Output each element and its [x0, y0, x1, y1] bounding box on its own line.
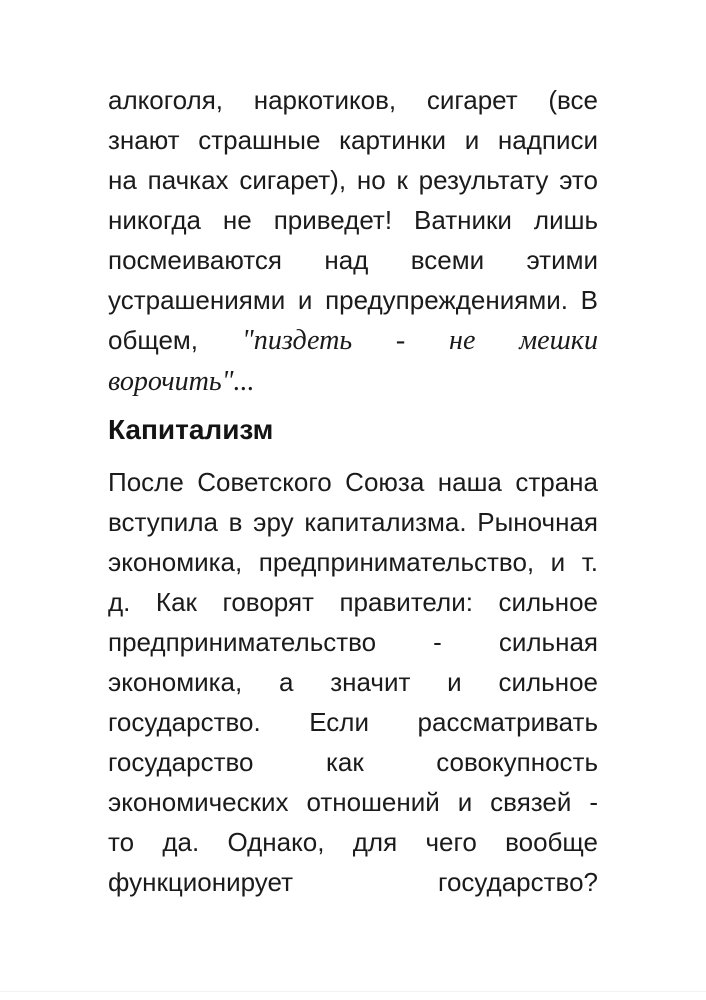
paragraph-2: [108, 462, 598, 902]
text-segment: государство. Если рассматривать: [108, 707, 598, 737]
text-line: [108, 320, 598, 361]
text-segment: функционирует государство?: [108, 867, 598, 897]
text-line: [108, 782, 598, 822]
text-segment: общем,: [108, 325, 242, 355]
section-heading: Капитализм: [108, 414, 274, 445]
quote-italic-segment: "пиздеть - не мешки: [242, 325, 598, 356]
text-segment: предпринимательство - сильная: [108, 627, 598, 657]
text-segment: экономика, предпринимательство, и т.: [108, 547, 598, 577]
page-bottom-divider: [0, 991, 706, 992]
paragraph-1: [108, 80, 598, 402]
text-segment: на пачках сигарет), но к результату это: [108, 165, 598, 195]
text-line: [108, 160, 598, 200]
text-line: [108, 240, 598, 280]
quote-italic-segment: ворочить"...: [108, 366, 255, 397]
text-segment: то да. Однако, для чего вообще: [108, 827, 598, 857]
text-line: [108, 502, 598, 542]
text-segment: знают страшные картинки и надписи: [108, 125, 598, 155]
text-line: [108, 702, 598, 742]
text-segment: д. Как говорят правители: сильное: [108, 587, 598, 617]
text-segment: экономических отношений и связей -: [108, 787, 598, 817]
text-line: [108, 120, 598, 160]
text-segment: никогда не приведет! Ватники лишь: [108, 205, 598, 235]
text-segment: посмеиваются над всеми этими: [108, 245, 598, 275]
text-segment: вступила в эру капитализма. Рыночная: [108, 507, 598, 537]
text-line: [108, 462, 598, 502]
text-segment: устрашениями и предупреждениями. В: [108, 285, 598, 315]
text-line: [108, 582, 598, 622]
text-segment: алкоголя, наркотиков, сигарет (все: [108, 85, 598, 115]
text-line: [108, 542, 598, 582]
text-line: [108, 622, 598, 662]
text-segment: После Советского Союза наша страна: [108, 467, 598, 497]
text-line: [108, 361, 598, 402]
text-segment: экономика, а значит и сильное: [108, 667, 598, 697]
text-line: [108, 662, 598, 702]
text-line: [108, 280, 598, 320]
text-line: [108, 862, 598, 902]
text-line: [108, 80, 598, 120]
text-line: [108, 200, 598, 240]
text-segment: государство как совокупность: [108, 747, 598, 777]
text-line: [108, 742, 598, 782]
text-line: [108, 822, 598, 862]
